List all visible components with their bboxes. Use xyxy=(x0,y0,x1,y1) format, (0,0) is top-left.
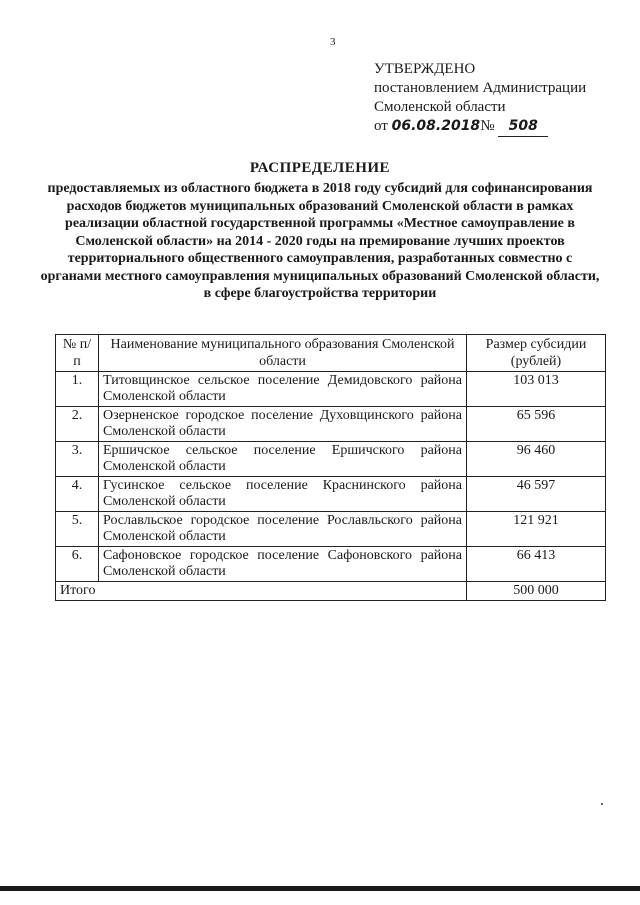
approval-heading: УТВЕРЖДЕНО xyxy=(374,61,476,77)
table-row xyxy=(56,512,606,547)
row-num: 6. xyxy=(56,547,99,582)
table-row xyxy=(56,477,606,512)
number-label: № xyxy=(480,118,495,134)
document-title: РАСПРЕДЕЛЕНИЕ xyxy=(249,160,391,176)
row-name: Озерненское городское поселение Духовщинского района Смоленской области xyxy=(99,407,467,442)
approval-region: Смоленской области xyxy=(374,99,506,115)
page-number: 3 xyxy=(330,36,336,48)
scan-edge-bar xyxy=(0,886,640,891)
row-amount: 121 921 xyxy=(467,512,606,547)
handwritten-number: 508 xyxy=(498,117,548,137)
approval-date-line xyxy=(374,117,586,137)
table-row xyxy=(56,547,606,582)
row-amount: 103 013 xyxy=(467,372,606,407)
header-amount: Размер субсидии (рублей) xyxy=(467,335,606,372)
row-amount: 96 460 xyxy=(467,442,606,477)
approval-by: постановлением Администрации xyxy=(374,80,587,96)
row-num: 1. xyxy=(56,372,99,407)
row-num: 2. xyxy=(56,407,99,442)
table-row xyxy=(56,407,606,442)
row-amount: 66 413 xyxy=(467,547,606,582)
scan-speck xyxy=(601,803,603,805)
handwritten-date: 06.08.2018 xyxy=(391,118,481,134)
row-num: 5. xyxy=(56,512,99,547)
header-num: № п/п xyxy=(56,335,99,372)
total-label: Итого xyxy=(56,582,467,601)
table-header-row xyxy=(56,335,606,372)
header-name: Наименование муниципального образования Смоленской области xyxy=(99,335,467,372)
total-row xyxy=(56,582,606,601)
row-amount: 65 596 xyxy=(467,407,606,442)
row-name: Титовщинское сельское поселение Демидовского района Смоленской области xyxy=(99,372,467,407)
row-amount: 46 597 xyxy=(467,477,606,512)
date-prefix: от xyxy=(374,118,388,134)
total-amount: 500 000 xyxy=(467,582,606,601)
row-num: 3. xyxy=(56,442,99,477)
approval-block xyxy=(374,60,586,137)
document-subtitle: предоставляемых из областного бюджета в 2018 году субсидий для софинансирования расходов бюджетов муниципальных образований Смоленской области в рамках реализации областной государственной программы «Местное самоуправление в Смоленской области» на 2014 - 2020 годы на премирование лучших проектов территориального общественного самоуправления, разработанных совместно с органами местного самоуправления муниципальных образований Смоленской области, в сфере благоустройства территории xyxy=(40,181,600,301)
row-name: Гусинское сельское поселение Краснинского района Смоленской области xyxy=(99,477,467,512)
row-name: Сафоновское городское поселение Сафоновского района Смоленской области xyxy=(99,547,467,582)
row-name: Ершичское сельское поселение Ершичского района Смоленской области xyxy=(99,442,467,477)
table-row xyxy=(56,372,606,407)
table-row xyxy=(56,442,606,477)
row-num: 4. xyxy=(56,477,99,512)
distribution-table xyxy=(55,334,606,601)
row-name: Рославльское городское поселение Рославльского района Смоленской области xyxy=(99,512,467,547)
